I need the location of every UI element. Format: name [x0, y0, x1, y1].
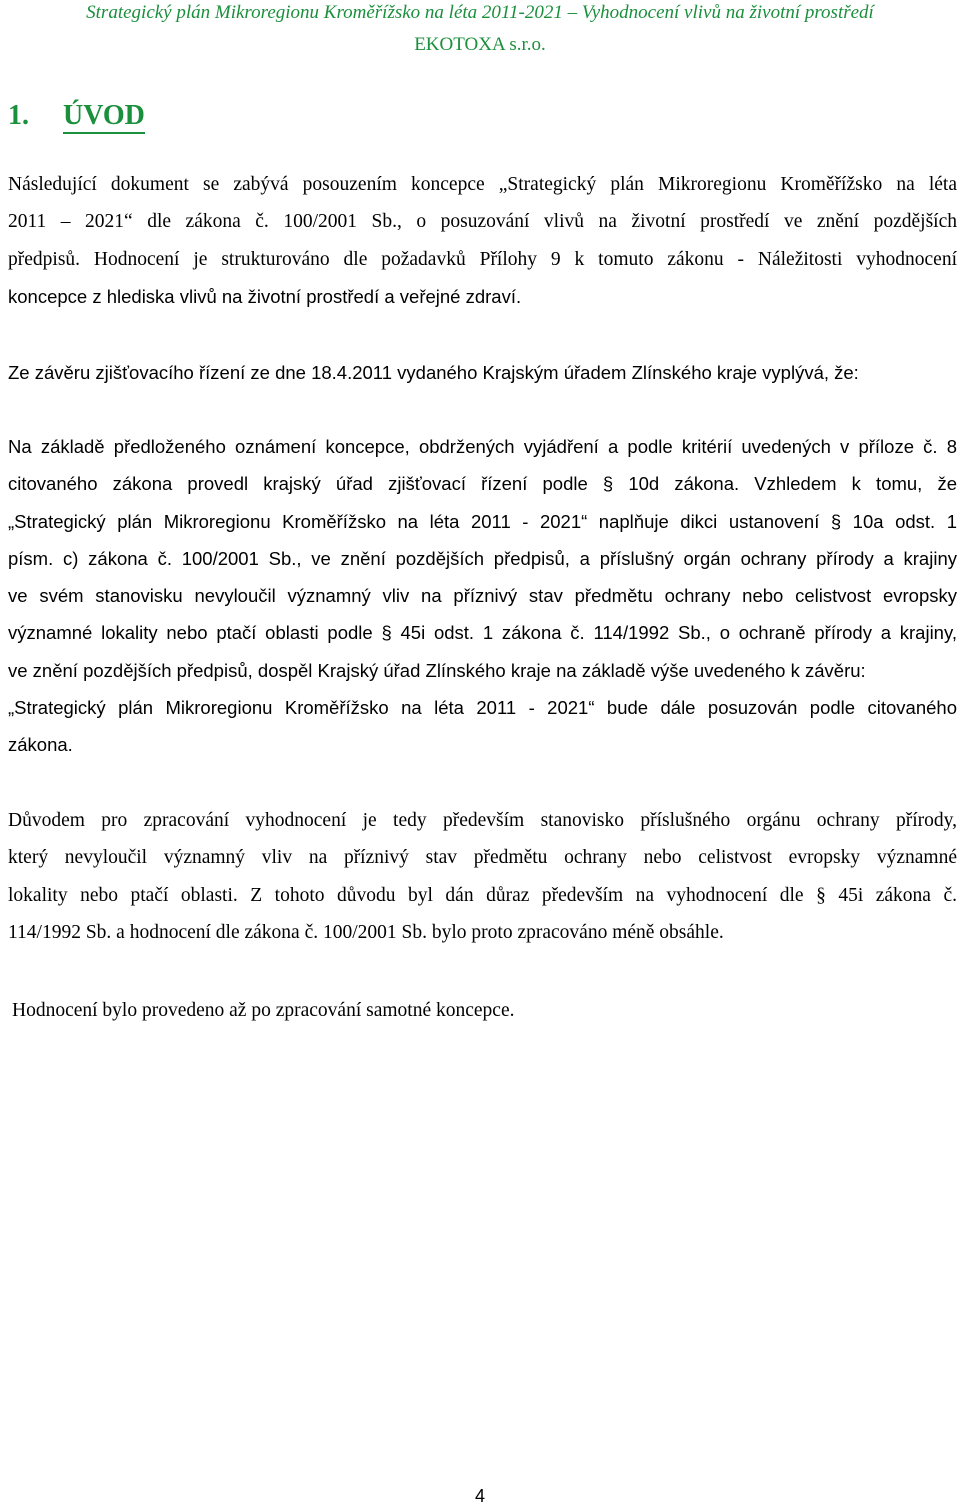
section-heading — [8, 100, 145, 132]
section-number: 1. — [8, 100, 29, 131]
paragraph-line: který nevyloučil významný vliv na příznivý stav předmětu ochrany nebo celistvost evropsky významné — [8, 847, 957, 869]
paragraph-line: významné lokality nebo ptačí oblasti podle § 45i odst. 1 zákona č. 114/1992 Sb., o ochraně přírody a krajiny, — [8, 622, 957, 644]
paragraph-line: 114/1992 Sb. a hodnocení dle zákona č. 100/2001 Sb. bylo proto zpracováno méně obsáhle. — [8, 921, 724, 943]
paragraph-line: Důvodem pro zpracování vyhodnocení je tedy především stanovisko příslušného orgánu ochrany přírody, — [8, 810, 957, 831]
paragraph-line: ve svém stanovisku nevyloučil významný vliv na příznivý stav předmětu ochrany nebo celistvost evropsky — [8, 585, 957, 607]
paragraph-line: ve znění pozdějších předpisů, dospěl Krajský úřad Zlínského kraje na základě výše uvedeného k závěru: — [8, 659, 866, 681]
document-title: Strategický plán Mikroregionu Kroměřížsko na léta 2011-2021 – Vyhodnocení vlivů na životní prostředí — [86, 2, 874, 23]
paragraph-line: lokality nebo ptačí oblasti. Z tohoto důvodu byl dán důraz především na vyhodnocení dle § 45i zákona č. — [8, 884, 957, 906]
paragraph-line: „Strategický plán Mikroregionu Kroměřížsko na léta 2011 - 2021“ bude dále posuzován podle citovaného — [8, 697, 957, 719]
section-title: ÚVOD — [63, 100, 145, 134]
paragraph-line: Na základě předloženého oznámení koncepce, obdržených vyjádření a podle kritérií uvedených v příloze č. 8 — [8, 436, 957, 457]
paragraph-line: Hodnocení bylo provedeno až po zpracování samotné koncepce. — [12, 1000, 515, 1021]
paragraph-conclusion-intro — [8, 354, 957, 391]
paragraph-line: „Strategický plán Mikroregionu Kroměřížsko na léta 2011 - 2021“ naplňuje dikci ustanovení § 10a odst. 1 — [8, 510, 957, 532]
paragraph-reason — [8, 802, 957, 951]
paragraph-line: citovaného zákona provedl krajský úřad zjišťovací řízení podle § 10d zákona. Vzhledem k tomu, že — [8, 473, 957, 495]
paragraph-line: písm. c) zákona č. 100/2001 Sb., ve znění pozdějších předpisů, a příslušný orgán ochrany přírody a krajiny — [8, 547, 957, 569]
company-name: EKOTOXA s.r.o. — [414, 34, 546, 55]
paragraph-line: Ze závěru zjišťovacího řízení ze dne 18.4.2011 vydaného Krajským úřadem Zlínského kraje vyplývá, že: — [8, 362, 859, 383]
paragraph-line: koncepce z hlediska vlivů na životní prostředí a veřejné zdraví. — [8, 285, 522, 307]
page-number: 4 — [474, 1486, 485, 1506]
paragraph-evaluation-note — [12, 992, 960, 1029]
paragraph-line: zákona. — [8, 734, 73, 756]
paragraph-line: 2011 – 2021“ dle zákona č. 100/2001 Sb., o posuzování vlivů na životní prostředí ve znění pozdějších — [8, 211, 957, 233]
paragraph-intro — [8, 166, 957, 315]
paragraph-conclusion — [8, 428, 957, 764]
paragraph-line: Následující dokument se zabývá posouzením koncepce „Strategický plán Mikroregionu Kroměřížsko na léta — [8, 174, 957, 195]
paragraph-line: předpisů. Hodnocení je strukturováno dle požadavků Přílohy 9 k tomuto zákonu - Náležitosti vyhodnocení — [8, 248, 957, 270]
